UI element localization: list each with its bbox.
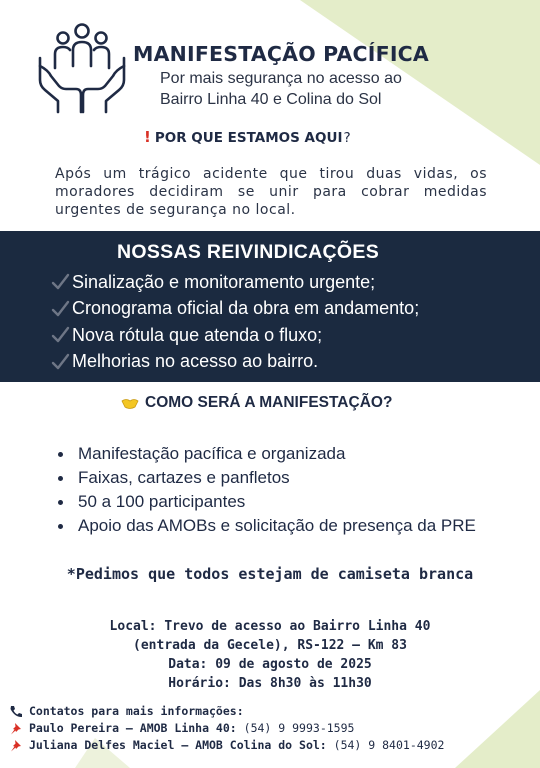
demands-heading: NOSSAS REIVINDICAÇÕES xyxy=(117,241,380,263)
why-heading xyxy=(144,128,351,146)
how-item xyxy=(50,442,476,466)
how-item-text: Faixas, cartazes e panfletos xyxy=(78,468,290,487)
location-line: Local: Trevo de acesso ao Bairro Linha 40 xyxy=(109,619,431,634)
contact-phone[interactable]: (54) 9 9993-1595 xyxy=(243,721,355,735)
bullet-icon xyxy=(58,524,63,529)
why-question-mark: ? xyxy=(343,130,351,146)
handshake-icon xyxy=(121,396,139,410)
demands-list xyxy=(50,269,419,375)
check-icon xyxy=(50,326,70,344)
contacts-heading-text: Contatos para mais informações: xyxy=(29,704,244,718)
how-item-text: 50 a 100 participantes xyxy=(78,492,246,511)
phone-icon xyxy=(9,705,23,718)
contact-name: Paulo Pereira – AMOB Linha 40: xyxy=(29,721,237,735)
page-title: MANIFESTAÇÃO PACÍFICA xyxy=(133,42,429,66)
bullet-icon xyxy=(58,452,63,457)
contact-phone[interactable]: (54) 9 8401-4902 xyxy=(333,738,445,752)
demand-text: Cronograma oficial da obra em andamento; xyxy=(72,298,420,319)
how-heading-text: COMO SERÁ A MANIFESTAÇÃO? xyxy=(145,394,393,411)
contact-row xyxy=(9,737,444,754)
why-heading-text: POR QUE ESTAMOS AQUI xyxy=(154,130,343,146)
how-item-text: Manifestação pacífica e organizada xyxy=(78,444,346,463)
why-paragraph: Após um trágico acidente que tirou duas vidas, os moradores decidiram se unir para cobrar medidas urgentes de segurança no local. xyxy=(55,166,487,218)
contact-separator xyxy=(327,737,334,754)
check-icon xyxy=(50,273,70,291)
pushpin-icon xyxy=(9,722,23,735)
contact-separator xyxy=(237,720,244,737)
how-item xyxy=(50,514,476,538)
subtitle-line: Bairro Linha 40 e Colina do Sol xyxy=(160,91,382,108)
check-icon xyxy=(50,353,70,371)
contacts-heading xyxy=(9,703,444,720)
how-item-text: Apoio das AMOBs e solicitação de presença da PRE xyxy=(78,516,476,535)
contact-row xyxy=(9,720,444,737)
bullet-icon xyxy=(58,476,63,481)
bullet-icon xyxy=(58,500,63,505)
subtitle-line: Por mais segurança no acesso ao xyxy=(160,70,402,87)
check-icon xyxy=(50,300,70,318)
dress-code-note: *Pedimos que todos estejam de camiseta branca xyxy=(66,565,474,583)
demand-item xyxy=(50,269,419,296)
demands-section xyxy=(0,231,540,382)
people-in-hands-icon xyxy=(34,18,130,114)
event-time: Horário: Das 8h30 às 11h30 xyxy=(168,676,372,691)
event-date: Data: 09 de agosto de 2025 xyxy=(168,657,372,672)
event-info xyxy=(0,617,540,693)
page-subtitle xyxy=(160,68,460,110)
demand-item xyxy=(50,349,419,376)
demand-text: Sinalização e monitoramento urgente; xyxy=(72,271,376,292)
demand-text: Melhorias no acesso ao bairro. xyxy=(72,351,319,372)
location-line: (entrada da Gecele), RS-122 – Km 83 xyxy=(133,638,407,653)
demand-text: Nova rótula que atenda o fluxo; xyxy=(72,324,323,345)
demand-item xyxy=(50,296,419,323)
demand-item xyxy=(50,322,419,349)
contacts-section xyxy=(9,703,444,754)
exclamation-icon: ! xyxy=(144,128,151,146)
how-item xyxy=(50,466,476,490)
how-list xyxy=(50,442,476,538)
pushpin-icon xyxy=(9,739,23,752)
how-heading xyxy=(121,394,392,412)
contact-name: Juliana Delfes Maciel – AMOB Colina do Sol: xyxy=(29,738,327,752)
how-item xyxy=(50,490,476,514)
